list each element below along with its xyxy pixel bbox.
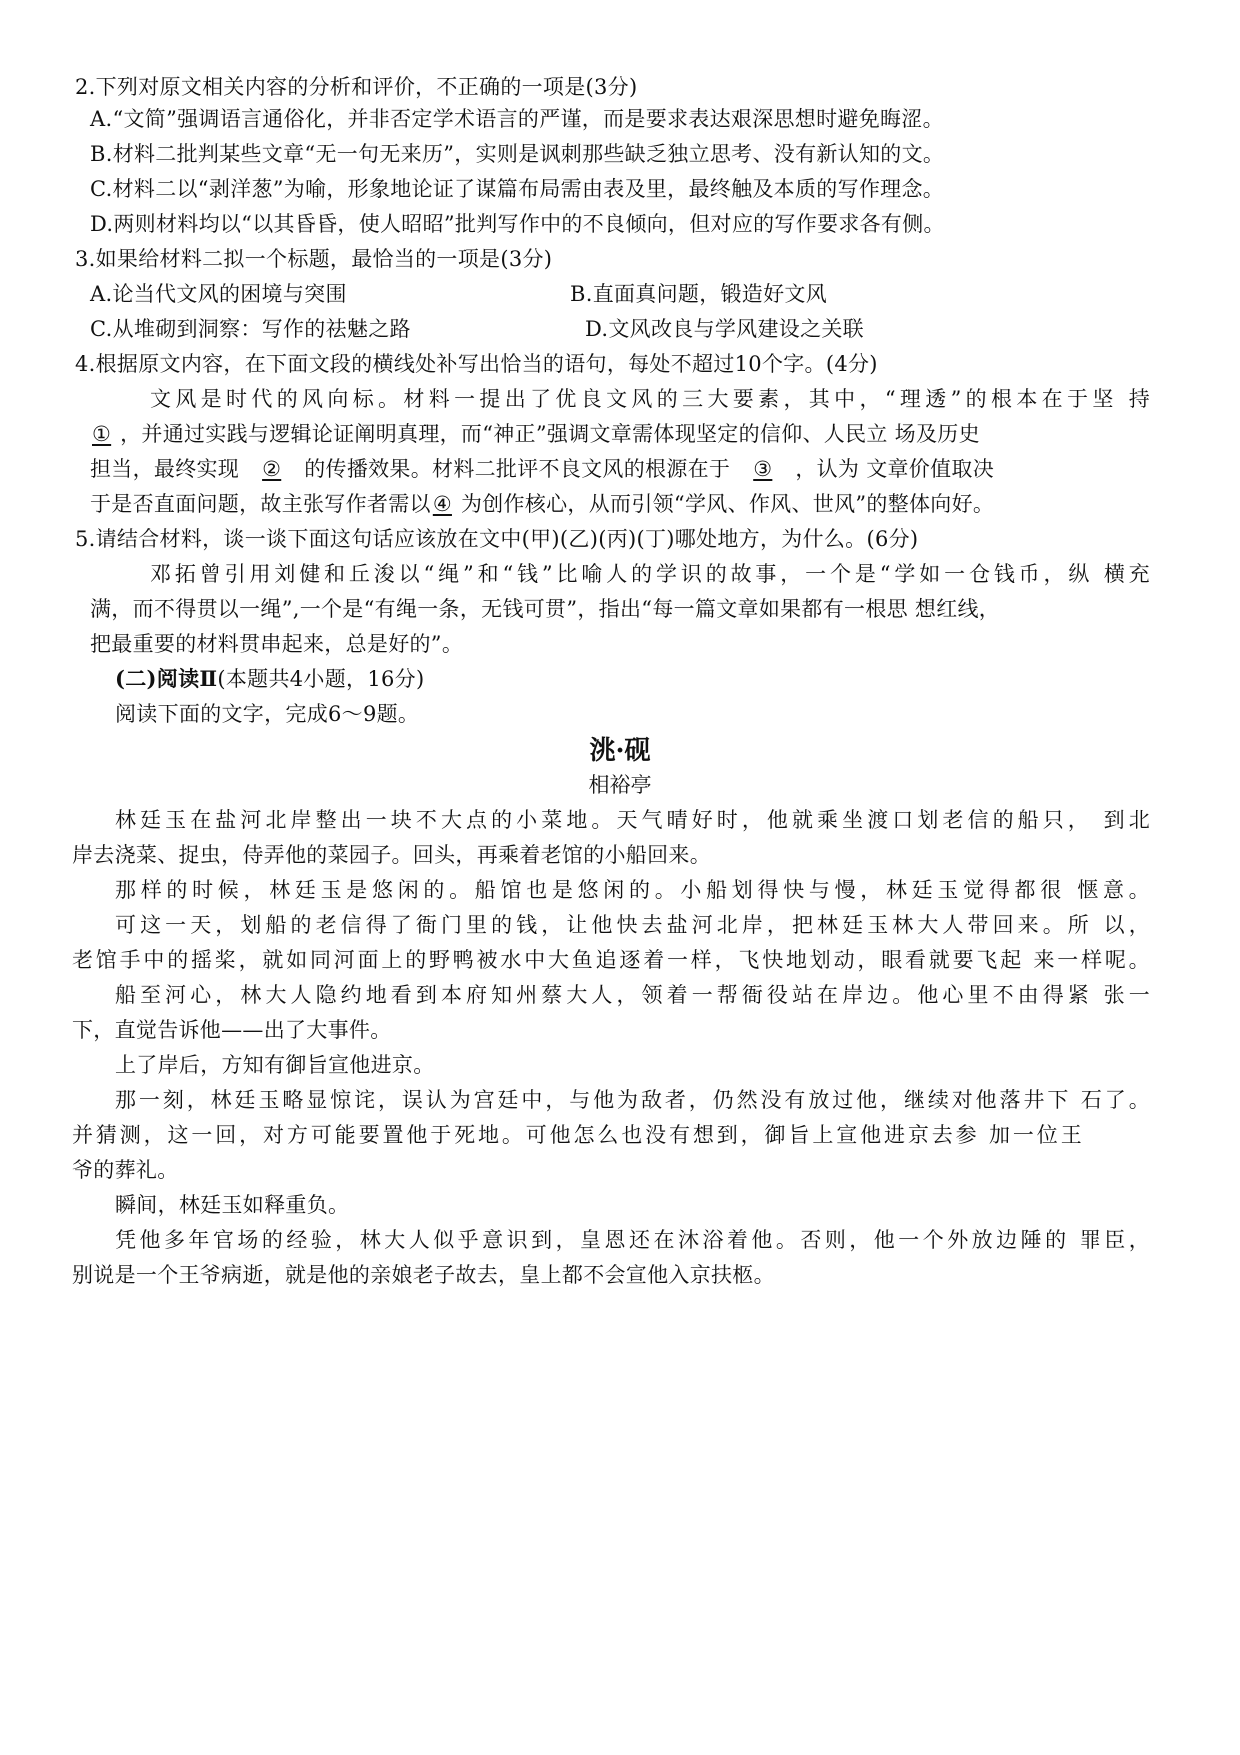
q4-passage-text-3c: ，认为 文章价值取决: [795, 457, 995, 481]
q4-blank-2: ②: [262, 457, 282, 481]
q4-passage-text-4a: 于是否直面问题，故主张写作者需以: [90, 492, 431, 516]
q2-option-a: A.“文简”强调语言通俗化，并非否定学术语言的严谨，而是要求表达艰深思想时避免晦涩。: [90, 107, 944, 131]
q4-passage-text-3a: 担当，最终实现: [90, 457, 240, 481]
q2-stem: 2.下列对原文相关内容的分析和评价，不正确的一项是(3分): [75, 75, 638, 99]
q4-passage-line-1: 文风是时代的风向标。材料一提出了优良文风的三大要素，其中，“理透”的根本在于坚 持: [150, 387, 1150, 411]
q4-stem: 4.根据原文内容，在下面文段的横线处补写出恰当的语句，每处不超过10个字。(4分): [75, 352, 878, 376]
q3-option-c: C.从堆砌到洞察：写作的祛魅之路: [90, 317, 411, 341]
q5-quote-line-3: 把最重要的材料贯串起来，总是好的”。: [90, 632, 464, 656]
q4-blank-1: ①: [92, 422, 112, 446]
q5-quote-line-2: 满，而不得贯以一绳”,一个是“有绳一条，无钱可贯”，指出“每一篇文章如果都有一根思 想红线，: [90, 597, 1001, 621]
q2-option-d: D.两则材料均以“以其昏昏，使人昭昭”批判写作中的不良倾向，但对应的写作要求各有侧。: [90, 212, 945, 236]
q3-option-a: A.论当代文风的困境与突围: [90, 282, 347, 306]
q4-blank-4: ④: [432, 492, 452, 516]
story-line: 那一刻，林廷玉略显惊诧，误认为宫廷中，与他为敌者，仍然没有放过他，继续对他落井下 石了。: [115, 1088, 1150, 1112]
q4-passage-text-3b: 的传播效果。材料二批评不良文风的根源在于: [304, 457, 731, 481]
story-line: 可这一天，划船的老信得了衙门里的钱，让他快去盐河北岸，把林廷玉林大人带回来。所 以，: [115, 913, 1150, 937]
q4-passage-line-2: [90, 419, 980, 449]
section-heading: [115, 664, 424, 694]
q2-option-c: C.材料二以“剥洋葱”为喻，形象地论证了谋篇布局需由表及里，最终触及本质的写作理念。: [90, 177, 945, 201]
story-line: 林廷玉在盐河北岸整出一块不大点的小菜地。天气晴好时，他就乘坐渡口划老信的船只， 到北: [115, 808, 1150, 832]
q3-option-b: B.直面真问题，锻造好文风: [570, 282, 828, 306]
section-instruction: 阅读下面的文字，完成6～9题。: [115, 702, 420, 726]
q2-option-b: B.材料二批判某些文章“无一句无来历”，实则是讽刺那些缺乏独立思考、没有新认知的文。: [90, 142, 945, 166]
section-heading-info: (本题共4小题，16分): [217, 667, 425, 691]
story-line: 岸去浇菜、捉虫，侍弄他的菜园子。回头，再乘着老馆的小船回来。: [72, 843, 711, 867]
q4-blank-3: ③: [753, 457, 773, 481]
section-heading-label: (二)阅读Ⅱ: [115, 666, 218, 691]
q5-stem: 5.请结合材料，谈一谈下面这句话应该放在文中(甲)(乙)(丙)(丁)哪处地方，为什么。(6分): [75, 527, 919, 551]
story-author: 相裕亭: [588, 773, 652, 797]
q4-passage-text-2: ，并通过实践与逻辑论证阐明真理，而“神正”强调文章需体现坚定的信仰、人民立 场及历史: [120, 422, 980, 446]
q4-passage-line-3: [90, 454, 994, 484]
story-line: 下，直觉告诉他——出了大事件。: [72, 1018, 392, 1042]
story-line: 爷的葬礼。: [72, 1158, 179, 1182]
story-line: 那样的时候，林廷玉是悠闲的。船馆也是悠闲的。小船划得快与慢，林廷玉觉得都很 惬意。: [115, 878, 1150, 902]
story-line: 并猜测，这一回，对方可能要置他于死地。可他怎么也没有想到，御旨上宣他进京去参 加一位王: [72, 1123, 1082, 1147]
story-title: 洮·砚: [589, 736, 651, 766]
story-line: 老馆手中的摇桨，就如同河面上的野鸭被水中大鱼追逐着一样，飞快地划动，眼看就要飞起 来一样呢。: [72, 948, 1150, 972]
story-line: 船至河心，林大人隐约地看到本府知州蔡大人，领着一帮衙役站在岸边。他心里不由得紧 张一: [115, 983, 1150, 1007]
q3-stem: 3.如果给材料二拟一个标题，最恰当的一项是(3分): [75, 247, 553, 271]
story-line: 上了岸后，方知有御旨宣他进京。: [115, 1053, 435, 1077]
q5-quote-line-1: 邓拓曾引用刘健和丘浚以“绳”和“钱”比喻人的学识的故事，一个是“学如一仓钱币，纵 横充: [150, 562, 1150, 586]
story-line: 别说是一个王爷病逝，就是他的亲娘老子故去，皇上都不会宣他入京扶柩。: [72, 1263, 775, 1287]
q4-passage-text-4b: 为创作核心，从而引领“学风、作风、世风”的整体向好。: [460, 492, 995, 516]
story-line: 瞬间，林廷玉如释重负。: [115, 1193, 350, 1217]
q3-option-d: D.文风改良与学风建设之关联: [585, 317, 864, 341]
story-line: 凭他多年官场的经验，林大人似乎意识到，皇恩还在沐浴着他。否则，他一个外放边陲的 罪臣，: [115, 1228, 1150, 1252]
q4-passage-line-4: [90, 489, 994, 519]
